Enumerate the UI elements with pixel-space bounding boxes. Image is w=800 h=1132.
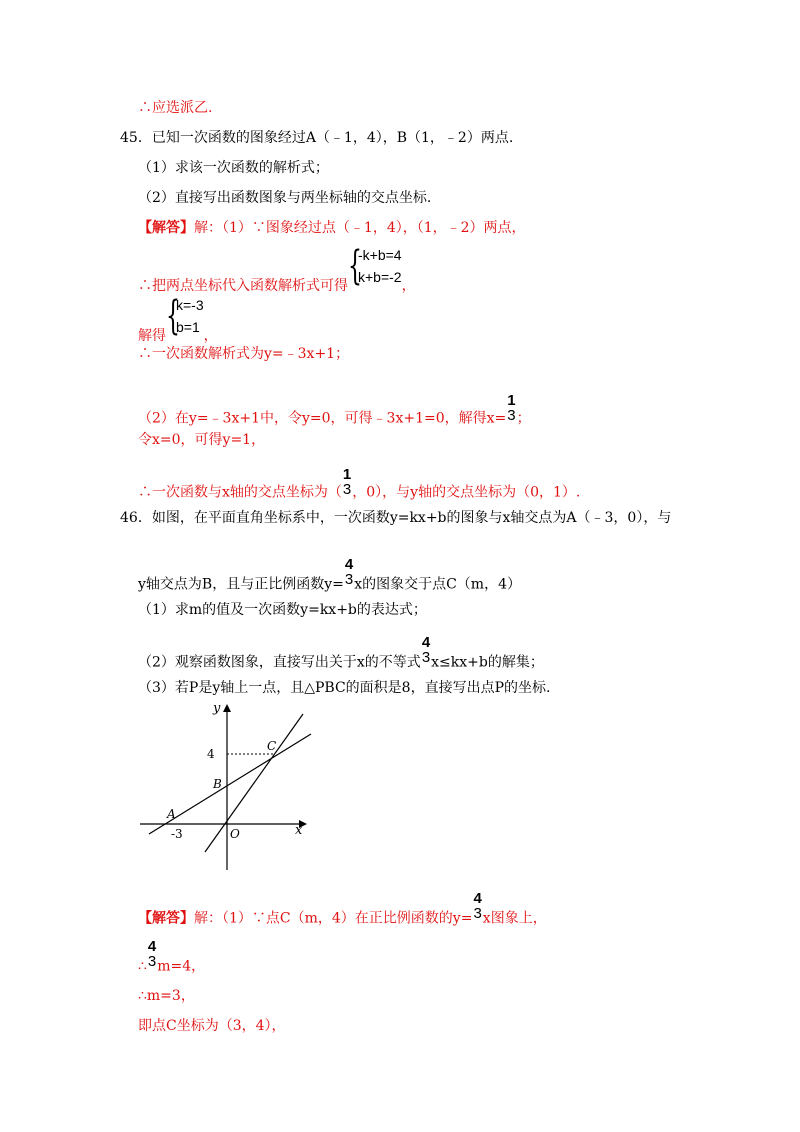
y-axis-label: y bbox=[213, 701, 221, 716]
q46-answer-line1: 【解答】解：（1）∵点C（m，4）在正比例函数的y= 4 3 x图象上， bbox=[138, 890, 547, 927]
label-four: 4 bbox=[207, 747, 215, 761]
point-b-label: B bbox=[213, 777, 222, 791]
q45-answer-line3: 解得 { k=-3 b=1 ， bbox=[138, 293, 218, 344]
q45-part2: （2）直接写出函数图象与两坐标轴的交点坐标. bbox=[138, 190, 432, 206]
fraction: 1 3 bbox=[507, 392, 516, 424]
q45-stem: 45．已知一次函数的图象经过A（﹣1，4），B（1，﹣2）两点. bbox=[120, 130, 514, 146]
previous-conclusion: ∴应选派乙. bbox=[138, 100, 213, 116]
q46-answer-line4: 即点C坐标为（3，4）， bbox=[138, 1018, 286, 1034]
answer-tag: 【解答】 bbox=[138, 220, 194, 236]
point-c-label: C bbox=[267, 739, 277, 753]
q46-stem-2: y轴交点为B，且与正比例函数y= 4 3 x的图象交于点C（m，4） bbox=[138, 556, 521, 593]
q46-part3: （3）若P是y轴上一点，且△PBC的面积是8，直接写出点P的坐标. bbox=[138, 680, 551, 696]
fraction: 4 3 bbox=[473, 890, 482, 922]
q45-answer-line5: （2）在y=﹣3x+1中，令y=0，可得﹣3x+1=0，解得x= 1 3 ； bbox=[138, 392, 531, 427]
fraction: 1 3 bbox=[342, 466, 352, 498]
fraction: 4 3 bbox=[147, 938, 157, 970]
q46-part1: （1）求m的值及一次函数y=kx+b的表达式； bbox=[138, 602, 427, 618]
fraction: 4 3 bbox=[344, 556, 354, 588]
origin-label: O bbox=[230, 827, 240, 841]
q45-answer-line1: 【解答】解：（1）∵图象经过点（﹣1，4），（1，﹣2）两点， bbox=[138, 220, 526, 236]
answer-tag: 【解答】 bbox=[138, 910, 194, 927]
point-a-label: A bbox=[167, 807, 176, 821]
q46-part2: （2）观察函数图象，直接写出关于x的不等式 4 3 x≤kx+b的解集； bbox=[138, 634, 544, 671]
q45-answer-line2: ∴把两点坐标代入函数解析式可得 { -k+b=4 k+b=-2 ， bbox=[138, 243, 416, 294]
q45-answer-line4: ∴一次函数解析式为y=﹣3x+1； bbox=[138, 346, 350, 362]
fraction: 4 3 bbox=[421, 634, 431, 666]
label-neg3: -3 bbox=[171, 827, 183, 841]
x-axis-label: x bbox=[295, 823, 303, 838]
equation-system-1: { -k+b=4 k+b=-2 bbox=[348, 243, 402, 289]
q45-answer-line6: 令x=0，可得y=1， bbox=[138, 432, 266, 448]
q45-part1: （1）求该一次函数的解析式； bbox=[138, 160, 329, 176]
q46-answer-line3: ∴m=3， bbox=[138, 988, 195, 1004]
equation-system-2: { k=-3 b=1 bbox=[166, 293, 204, 339]
q45-answer-line7: ∴一次函数与x轴的交点坐标为（ 1 3 ，0），与y轴的交点坐标为（0，1）. bbox=[138, 466, 581, 501]
coordinate-figure bbox=[135, 700, 325, 875]
y-axis-arrow bbox=[223, 704, 231, 712]
q46-answer-line2: ∴ 4 3 m=4， bbox=[138, 938, 206, 975]
q46-stem-1: 46．如图，在平面直角坐标系中，一次函数y=kx+b的图象与x轴交点为A（﹣3，0），与 bbox=[120, 510, 672, 526]
